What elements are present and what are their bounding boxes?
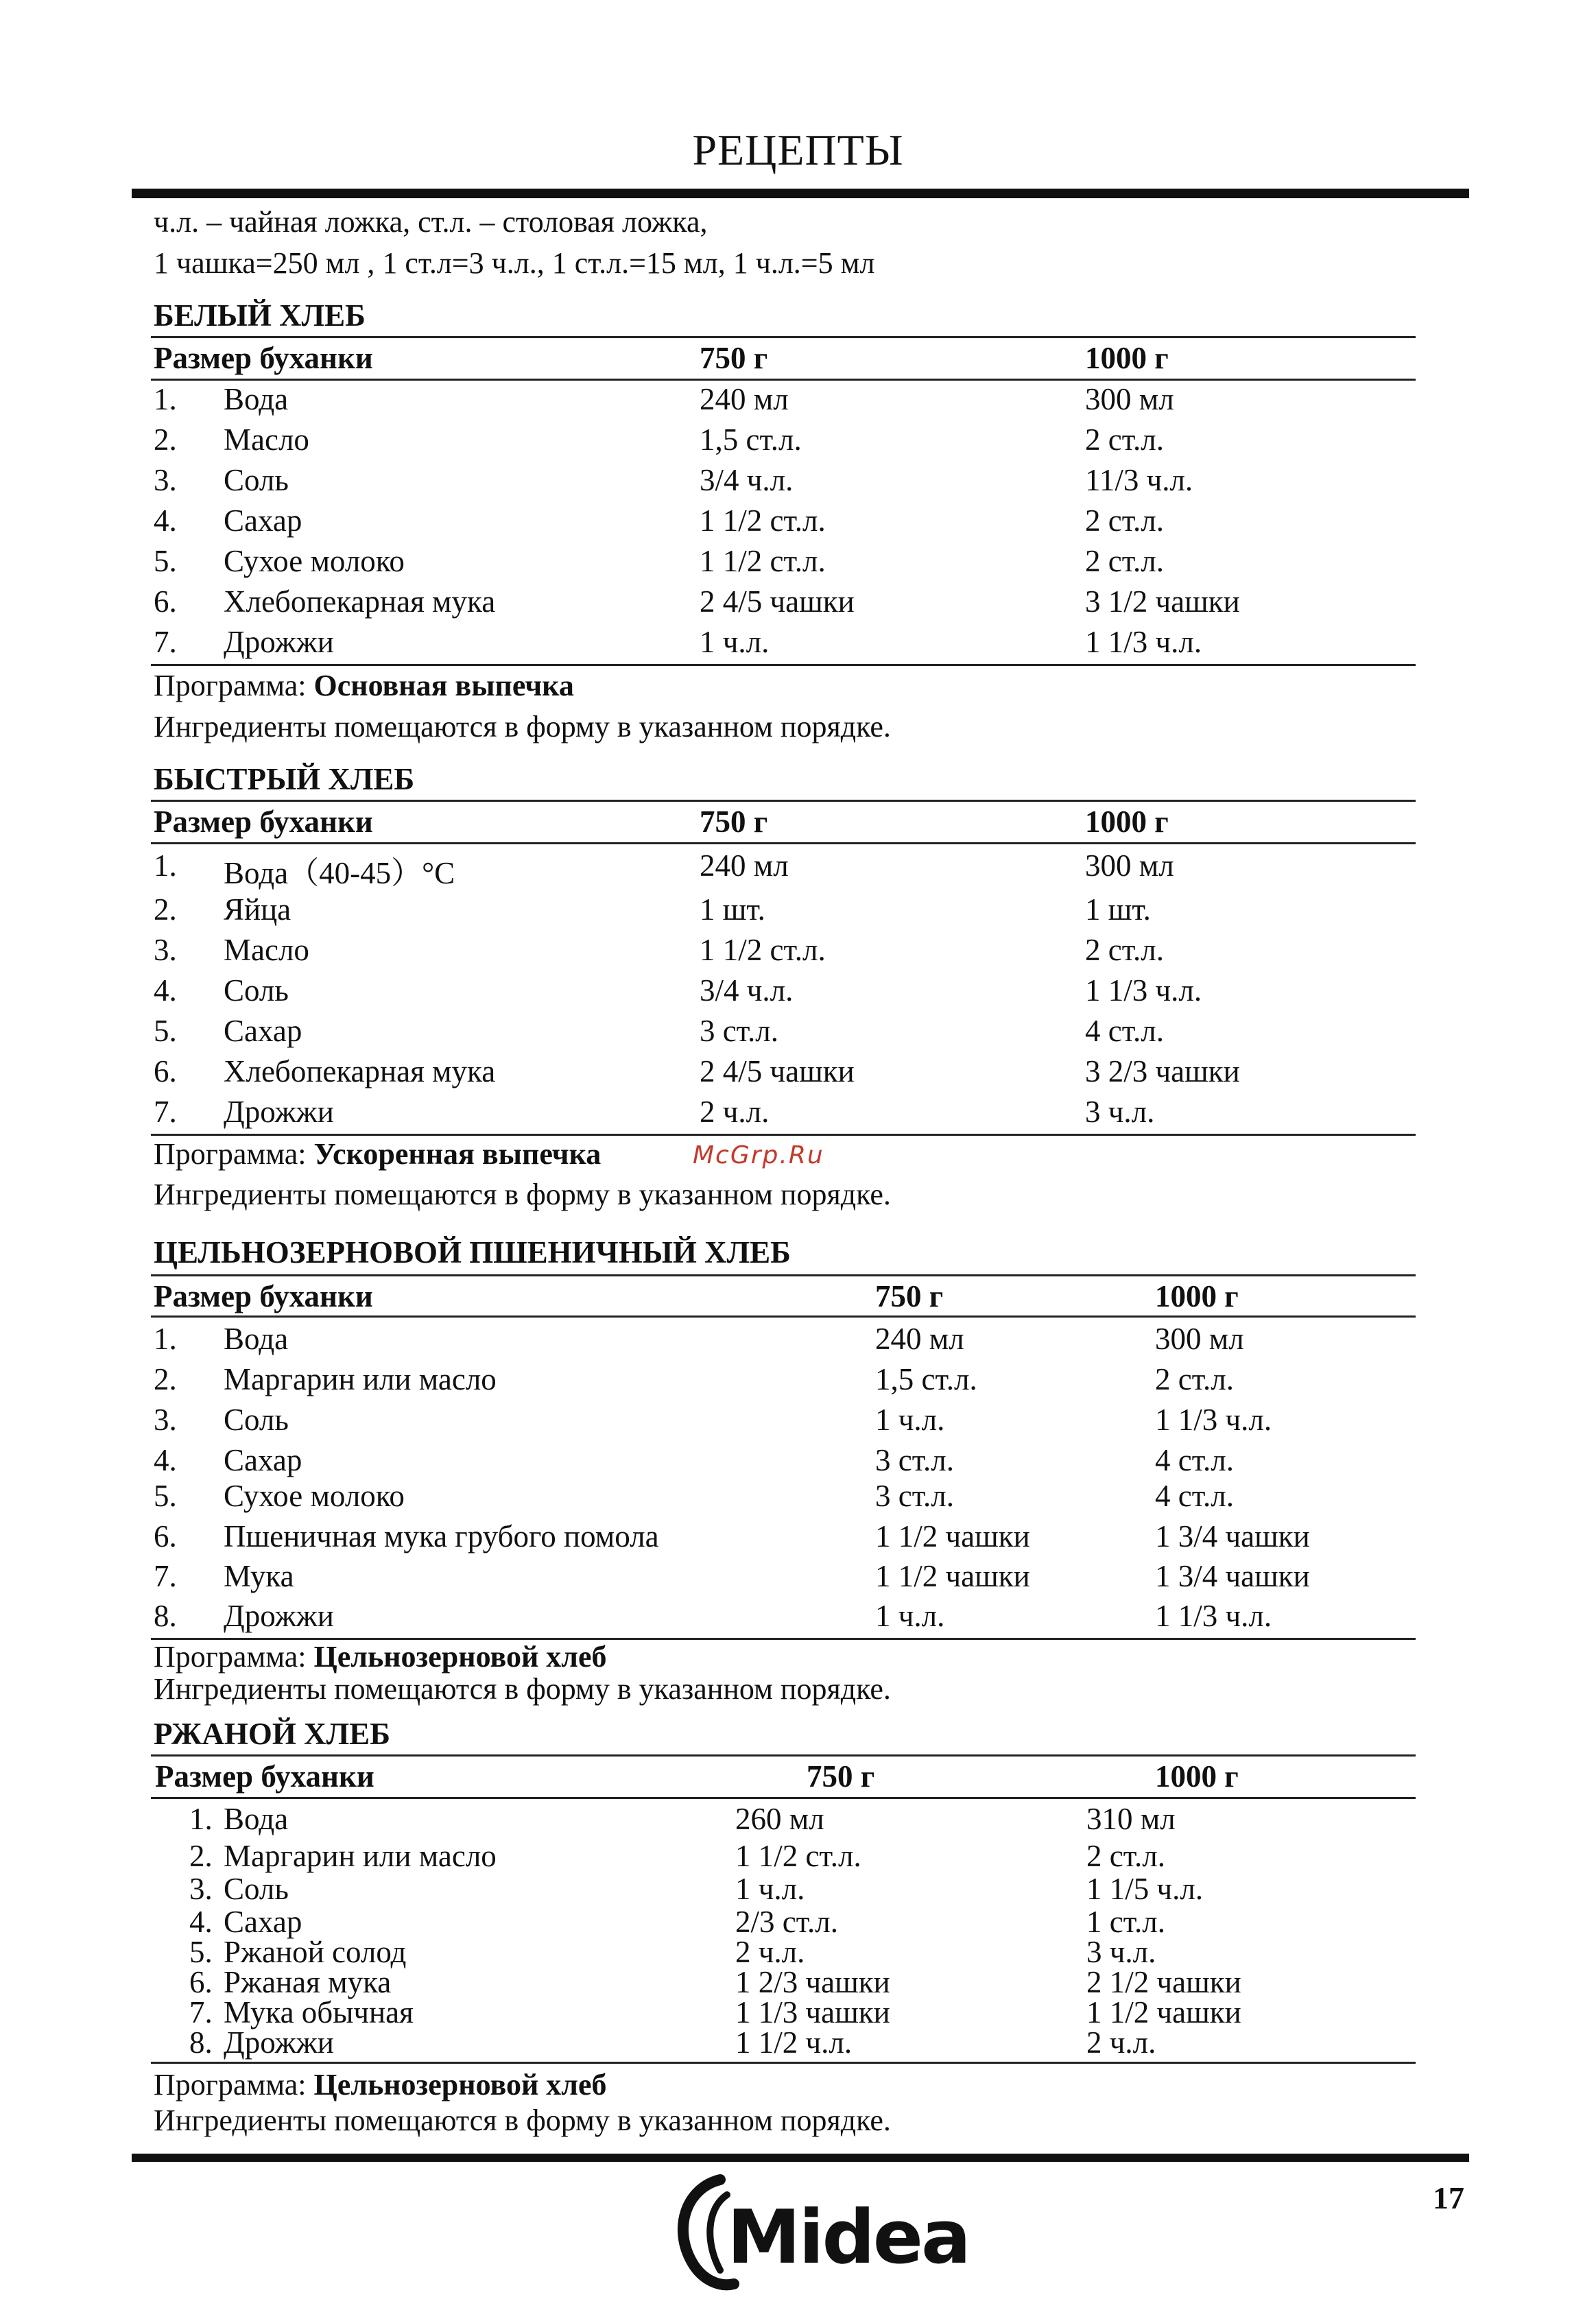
table-rule — [151, 1274, 1416, 1276]
section-title-quick-bread: БЫСТРЫЙ ХЛЕБ — [154, 762, 415, 796]
note-line: Ингредиенты помещаются в форму в указанном порядке. — [154, 2104, 891, 2137]
header-750: 750 г — [700, 341, 768, 375]
watermark: McGrp.Ru — [693, 1141, 824, 1169]
table-header: Размер буханки 750 г 1000 г — [154, 805, 1169, 839]
midea-logo — [672, 2167, 969, 2291]
header-rule — [132, 189, 1469, 198]
program-line: Программа: Цельнозерновой хлеб — [154, 2068, 607, 2101]
table-rule — [151, 800, 1416, 802]
table-rule — [151, 842, 1416, 844]
table-rule — [151, 664, 1416, 666]
table-header — [154, 340, 1416, 379]
footer-rule — [132, 2154, 1469, 2162]
intro-line-2: 1 чашка=250 мл , 1 ст.л=3 ч.л., 1 ст.л.=15 мл, 1 ч.л.=5 мл — [154, 246, 875, 280]
table-header: Размер буханки 750 г 1000 г — [155, 1759, 1239, 1794]
table-rule — [151, 1754, 1416, 1757]
brand-name: Midea — [727, 2195, 969, 2281]
program-line: Программа: Ускоренная выпечка — [154, 1137, 602, 1171]
table-rule — [151, 1797, 1416, 1799]
page-title: РЕЦЕПТЫ — [692, 126, 904, 174]
section-title-white-bread: БЕЛЫЙ ХЛЕБ — [154, 298, 366, 333]
table-rule — [151, 336, 1416, 338]
note-line: Ингредиенты помещаются в форму в указанном порядке. — [154, 710, 891, 743]
header-size: Размер буханки — [154, 341, 373, 375]
note-line: Ингредиенты помещаются в форму в указанном порядке. — [154, 1178, 891, 1211]
table-rule — [151, 2062, 1416, 2064]
intro-line-1: ч.л. – чайная ложка, ст.л. – столовая ложка, — [154, 205, 708, 239]
table-header: Размер буханки 750 г 1000 г — [154, 1279, 1239, 1313]
note-line: Ингредиенты помещаются в форму в указанном порядке. — [154, 1672, 891, 1706]
section-title-wholegrain-bread: ЦЕЛЬНОЗЕРНОВОЙ ПШЕНИЧНЫЙ ХЛЕБ — [154, 1235, 791, 1270]
section-title-rye-bread: РЖАНОЙ ХЛЕБ — [154, 1717, 390, 1751]
table-rule — [151, 1134, 1416, 1136]
table-rule — [151, 1315, 1416, 1318]
header-1000: 1000 г — [1085, 341, 1169, 375]
table-rule — [151, 379, 1416, 381]
page-number: 17 — [1433, 2180, 1464, 2215]
program-line: Программа: Основная выпечка — [154, 669, 574, 702]
program-line: Программа: Цельнозерновой хлеб — [154, 1640, 607, 1674]
